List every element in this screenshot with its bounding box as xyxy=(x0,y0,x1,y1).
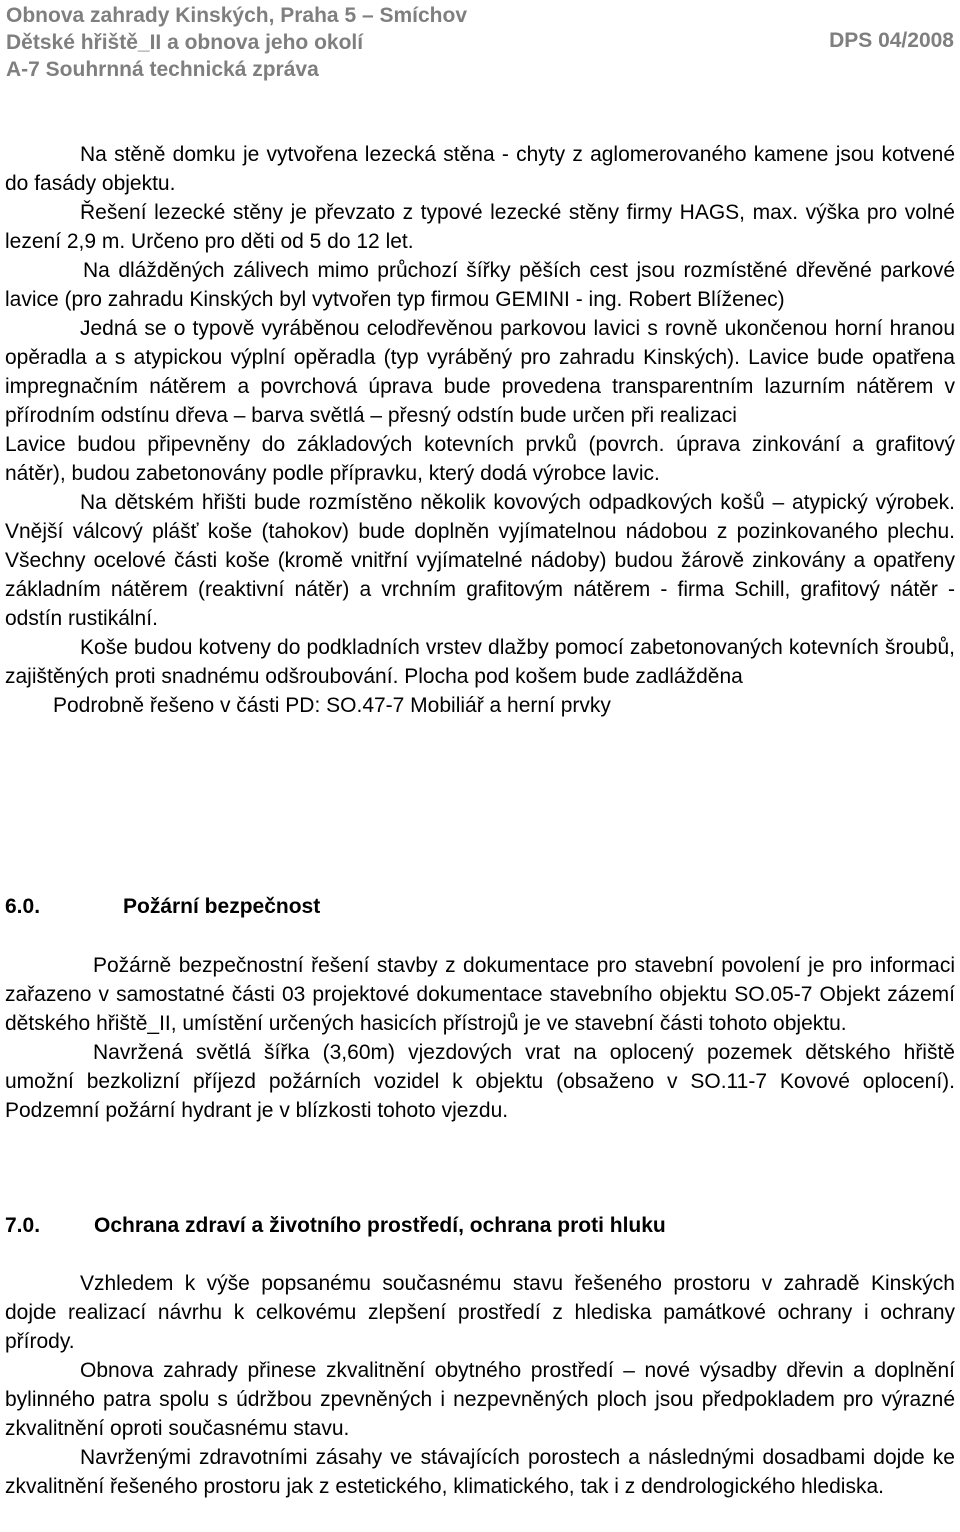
section-6-body xyxy=(5,951,955,1125)
section-number: 6.0. xyxy=(5,895,41,918)
section-6-heading xyxy=(5,892,955,921)
paragraph-hags: Řešení lezecké stěny je převzato z typové lezecké stěny firmy HAGS, max. výška pro volné lezení 2,9 m. Určeno pro děti od 5 do 12 let. xyxy=(5,201,955,253)
paragraph-bench-description: Jedná se o typově vyráběnou celodřevěnou parkovou lavici s rovně ukončenou horní hranou opěradla a s atypickou výplní opěradla (typ vyráběný pro zahradu Kinských). Lavice bude opatřena impregnačním nátěrem a povrchová úprava bude provedena transparentním lazurním nátěrem v přírodním odstínu dřeva – barva světlá – přesný odstín bude určen při realizaci xyxy=(5,317,955,427)
paragraph-gate-access: Navržená světlá šířka (3,60m) vjezdových vrat na oplocený pozemek dětského hřiště umožní bezkolizní příjezd požárních vozidel k objektu (obsaženo v SO.11-7 Kovové oplocení). Podzemní požární hydrant je v blízkosti tohoto vjezdu. xyxy=(5,1041,955,1122)
paragraph-reference: Podrobně řešeno v části PD: SO.47-7 Mobiliář a herní prvky xyxy=(53,694,611,717)
project-subtitle: Dětské hřiště_II a obnova jeho okolí xyxy=(6,31,364,54)
page-header xyxy=(6,2,954,83)
paragraph-environment: Vzhledem k výše popsanému současnému stavu řešeného prostoru v zahradě Kinských dojde realizací návrhu k celkovému zlepšení prostředí z hlediska památkové ochrany i ochrany přírody. xyxy=(5,1272,955,1353)
project-title: Obnova zahrady Kinských, Praha 5 – Smíchov xyxy=(6,4,468,27)
section-7-heading xyxy=(5,1211,955,1240)
section-title: Ochrana zdraví a životního prostředí, ochrana proti hluku xyxy=(94,1214,666,1237)
paragraph-waste-bins: Na dětském hřišti bude rozmístěno několik kovových odpadkových košů – atypický výrobek. Vnější válcový plášť koše (tahokov) bude doplněn vyjímatelnou nádobou z pozinkovaného plechu. Všechny ocelové části koše (kromě vnitřní vyjímatelné nádoby) budou žárově zinkovány a opatřeny základním nátěrem (reaktivní nátěr) a vrchním grafitovým nátěrem - firma Schill, grafitový nátěr - odstín rustikální. xyxy=(5,491,955,630)
section-7-body xyxy=(5,1269,955,1501)
paragraph-bench-anchoring: Lavice budou připevněny do základových kotevních prvků (povrch. úprava zinkování a grafitový nátěr), budou zabetonovány podle přípravku, který dodá výrobce lavic. xyxy=(5,433,955,485)
paragraph-benches-location: Na dlážděných zálivech mimo průchozí šířky pěších cest jsou rozmístěné dřevěné parkové lavice (pro zahradu Kinských byl vytvořen typ firmou GEMINI - ing. Robert Blíženec) xyxy=(5,259,955,311)
paragraph-garden-renewal: Obnova zahrady přinese zkvalitnění obytného prostředí – nové výsadby dřevin a doplnění bylinného patra spolu s údržbou zpevněných i nezpevněných ploch jsou předpokladem pro výrazné zkvalitnění oproti současnému stavu. xyxy=(5,1359,955,1440)
paragraph-health-interventions: Navrženými zdravotními zásahy ve stávajících porostech a následnými dosadbami dojde ke zkvalitnění řešeného prostoru jak z estetického, klimatického, tak i z dendrologického hlediska. xyxy=(5,1446,955,1498)
section-number: 7.0. xyxy=(5,1214,41,1237)
document-code: DPS 04/2008 xyxy=(829,29,954,52)
section-title: Požární bezpečnost xyxy=(123,895,321,918)
document-body xyxy=(5,140,955,720)
paragraph-bin-anchoring: Koše budou kotveny do podkladních vrstev dlažby pomocí zabetonovaných kotevních šroubů, zajištěných proti snadnému odšroubování. Plocha pod košem bude zadlážděna xyxy=(5,636,955,688)
paragraph-climbing-wall: Na stěně domku je vytvořena lezecká stěna - chyty z aglomerovaného kamene jsou kotvené do fasády objektu. xyxy=(5,143,955,195)
paragraph-fire-safety: Požárně bezpečnostní řešení stavby z dokumentace pro stavební povolení je pro informaci zařazeno v samostatné části 03 projektové dokumentace stavebního objektu SO.05-7 Objekt zázemí dětského hřiště_II, umístění určených hasicích přístrojů je ve stavební části tohoto objektu. xyxy=(5,954,955,1035)
document-title: A-7 Souhrnná technická zpráva xyxy=(6,58,319,81)
